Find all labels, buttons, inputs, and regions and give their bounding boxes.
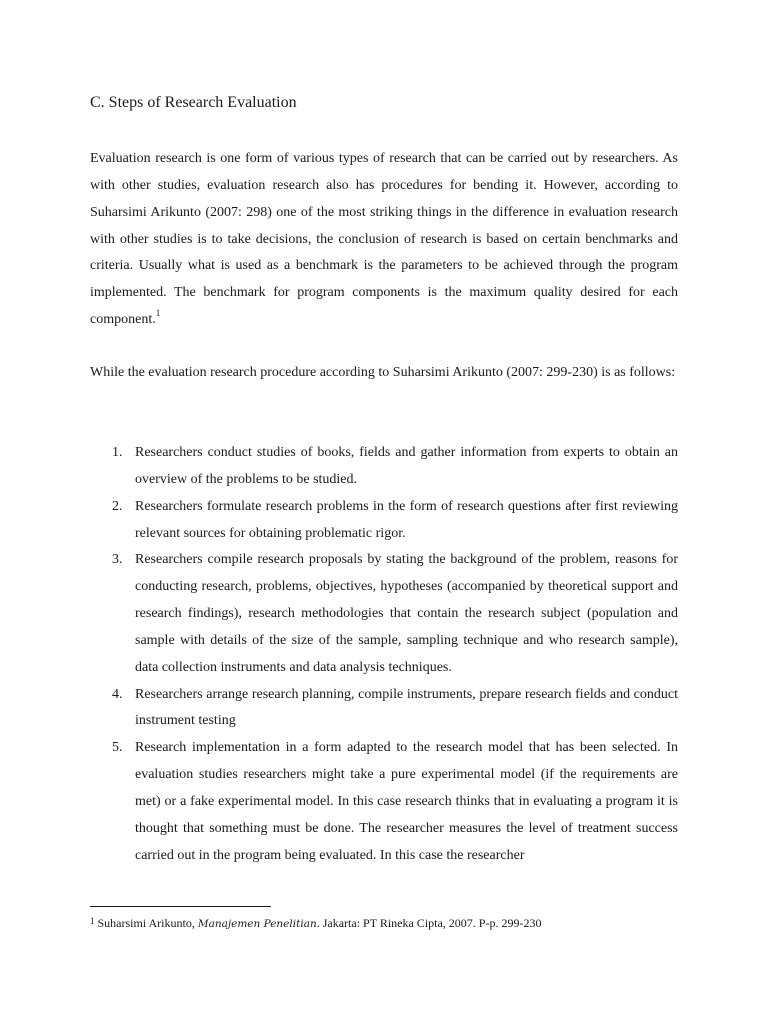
list-item-number: 3. — [112, 552, 123, 568]
list-item-text: Researchers arrange research planning, compile instruments, prepare research fields and conduct instrument testing — [135, 686, 678, 729]
list-item-text: Researchers compile research proposals by stating the background of the problem, reasons for conducting research, problems, objectives, hypotheses (accompanied by theoretical support and research findings), research methodologies that contain the research subject (population and sample with details of the size of the sample, sampling technique and who research sample), data collection instruments and data analysis techniques. — [135, 552, 678, 675]
footnote-reference[interactable]: 1 — [155, 308, 161, 319]
list-item-text: Research implementation in a form adapted to the research model that has been selected. In evaluation studies researchers might take a pure experimental model (if the requirements are met) or a fake experimental model. In this case research thinks that in evaluating a program it is thought that something must be done. The researcher measures the level of treatment success carried out in the program being evaluated. In this case the researcher — [135, 740, 678, 863]
list-item-number: 4. — [112, 686, 123, 702]
intro-paragraph — [90, 146, 678, 334]
list-item-number: 1. — [112, 445, 123, 460]
list-item-text: Researchers formulate research problems in the form of research questions after first reviewing relevant sources for obtaining problematic rigor. — [135, 498, 678, 541]
procedure-steps-list — [90, 440, 678, 870]
list-item — [90, 682, 678, 736]
footnote-book-title: Manajemen Penelitian — [197, 918, 317, 930]
list-item — [90, 440, 678, 494]
list-item — [90, 735, 678, 869]
list-item-text: Researchers conduct studies of books, fields and gather information from experts to obtain an overview of the problems to be studied. — [135, 445, 678, 487]
footnote-divider — [90, 906, 271, 907]
footnote-author: Suharsimi Arikunto, — [97, 916, 195, 930]
procedure-intro-paragraph: While the evaluation research procedure according to Suharsimi Arikunto (2007: 299-230) is as follows: — [90, 365, 676, 380]
list-item — [90, 547, 678, 681]
list-item-number: 2. — [112, 498, 123, 514]
footnote-publication: . Jakarta: PT Rineka Cipta, 2007. P-p. 299-230 — [316, 916, 542, 930]
list-item-number: 5. — [112, 740, 123, 756]
footnote — [90, 914, 541, 933]
list-item — [90, 494, 678, 548]
section-heading: C. Steps of Research Evaluation — [90, 94, 297, 111]
intro-paragraph-text: Evaluation research is one form of various types of research that can be carried out by researchers. As with other studies, evaluation research also has procedures for bending it. However, according to Suharsimi Arikunto (2007: 298) one of the most striking things in the difference in evaluation research with other studies is to take decisions, the conclusion of research is based on certain benchmarks and criteria. Usually what is used as a benchmark is the parameters to be achieved through the program implemented. The benchmark for program components is the maximum quality desired for each component. — [90, 151, 678, 328]
footnote-mark: 1 — [90, 916, 95, 926]
